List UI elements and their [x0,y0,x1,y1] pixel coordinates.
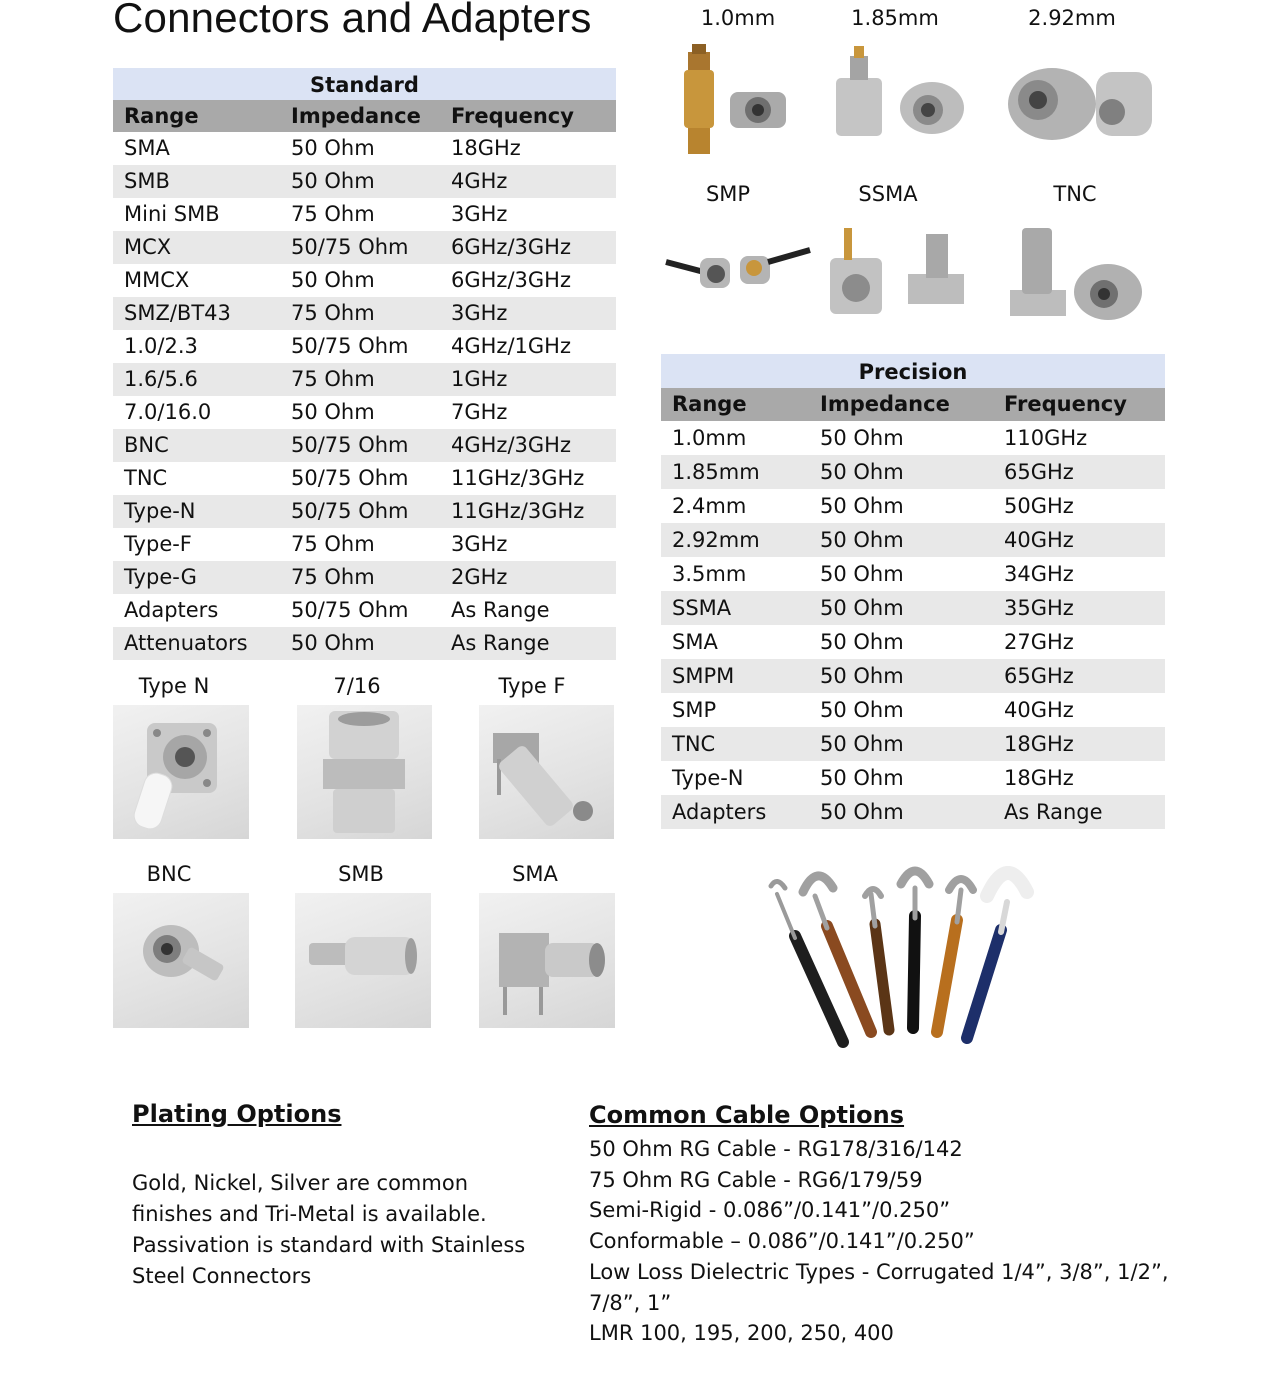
range-cell: TNC [124,466,168,490]
range-cell: SMA [672,630,718,654]
frequency-cell: 65GHz [1004,460,1074,484]
impedance-cell: 50 Ohm [820,630,904,654]
range-cell: SMA [124,136,170,160]
range-cell: 1.6/5.6 [124,367,198,391]
impedance-cell: 50 Ohm [820,562,904,586]
table-row [113,495,616,528]
connector-photo-185mm [828,40,968,165]
frequency-cell: 65GHz [1004,664,1074,688]
range-cell: 7.0/16.0 [124,400,212,424]
connector-photo-smp [664,218,814,338]
list-item: Semi-Rigid - 0.086”/0.141”/0.250” [589,1198,951,1223]
precision-table-title: Precision [661,354,1165,388]
connector-photo-smb [295,893,431,1028]
range-cell: TNC [672,732,716,756]
table-row [661,523,1165,557]
column-header-impedance: Impedance [291,104,421,128]
impedance-cell: 50/75 Ohm [291,235,409,259]
impedance-cell: 50/75 Ohm [291,334,409,358]
precision-table [661,354,1165,829]
torque-wrench-photo [765,866,1055,1056]
photo-caption-bnc: BNC [146,862,192,886]
table-row [113,264,616,297]
impedance-cell: 50/75 Ohm [291,598,409,622]
table-row [113,231,616,264]
plating-options-heading: Plating Options [132,1100,342,1128]
list-item: 7/8”, 1” [589,1290,672,1315]
frequency-cell: As Range [451,598,550,622]
impedance-cell: 50 Ohm [291,268,375,292]
range-cell: SMP [672,698,717,722]
frequency-cell: 3GHz [451,202,508,226]
table-row [661,455,1165,489]
table-row [661,591,1165,625]
column-header-frequency: Frequency [451,104,574,128]
cable-options-heading: Common Cable Options [589,1101,905,1129]
photo-caption-1mm: 1.0mm [700,6,776,30]
table-row [113,297,616,330]
table-row [113,594,616,627]
frequency-cell: 6GHz/3GHz [451,235,571,259]
table-row [113,429,616,462]
impedance-cell: 50 Ohm [291,631,375,655]
frequency-cell: 35GHz [1004,596,1074,620]
impedance-cell: 50/75 Ohm [291,499,409,523]
table-row [113,165,616,198]
standard-table-title: Standard [113,68,616,100]
column-header-frequency: Frequency [1004,392,1127,416]
table-row [113,528,616,561]
frequency-cell: 27GHz [1004,630,1074,654]
range-cell: 1.0mm [672,426,747,450]
connector-photo-type-n [113,705,249,839]
photo-caption-smb: SMB [338,862,384,886]
list-item: Conformable – 0.086”/0.141”/0.250” [589,1229,975,1254]
frequency-cell: 11GHz/3GHz [451,499,585,523]
table-row [113,330,616,363]
impedance-cell: 50 Ohm [291,169,375,193]
connector-photo-ssma [826,218,966,338]
plating-line: Passivation is standard with Stainless [132,1233,526,1257]
range-cell: SMZ/BT43 [124,301,231,325]
impedance-cell: 50 Ohm [291,136,375,160]
frequency-cell: 1GHz [451,367,508,391]
column-header-impedance: Impedance [820,392,950,416]
photo-caption-185mm: 1.85mm [851,6,939,30]
standard-table-body [113,132,616,660]
table-row [661,489,1165,523]
frequency-cell: 6GHz/3GHz [451,268,571,292]
frequency-cell: 7GHz [451,400,508,424]
range-cell: SMB [124,169,170,193]
impedance-cell: 50 Ohm [820,766,904,790]
range-cell: SMPM [672,664,735,688]
photo-caption-7-16: 7/16 [333,674,381,698]
column-header-range: Range [124,104,199,128]
frequency-cell: 4GHz/1GHz [451,334,571,358]
range-cell: SSMA [672,596,732,620]
table-row [661,795,1165,829]
table-row [113,363,616,396]
impedance-cell: 75 Ohm [291,202,375,226]
frequency-cell: 50GHz [1004,494,1074,518]
frequency-cell: As Range [1004,800,1103,824]
range-cell: Adapters [672,800,767,824]
table-row [661,421,1165,455]
frequency-cell: 40GHz [1004,698,1074,722]
impedance-cell: 50 Ohm [820,528,904,552]
plating-line: Gold, Nickel, Silver are common [132,1171,468,1195]
connector-photo-type-f [479,705,614,839]
list-item: 50 Ohm RG Cable - RG178/316/142 [589,1137,963,1161]
connector-photo-1mm [678,40,798,165]
photo-caption-type-n: Type N [138,674,210,698]
table-row [113,396,616,429]
impedance-cell: 50 Ohm [820,494,904,518]
frequency-cell: As Range [451,631,550,655]
frequency-cell: 18GHz [1004,766,1074,790]
impedance-cell: 50/75 Ohm [291,433,409,457]
table-row [113,198,616,231]
range-cell: MCX [124,235,172,259]
impedance-cell: 50/75 Ohm [291,466,409,490]
table-row [113,627,616,660]
precision-table-header [661,388,1165,421]
range-cell: Attenuators [124,631,248,655]
table-row [113,462,616,495]
table-row [661,693,1165,727]
frequency-cell: 110GHz [1004,426,1088,450]
impedance-cell: 50 Ohm [820,698,904,722]
impedance-cell: 75 Ohm [291,367,375,391]
photo-caption-sma: SMA [512,862,558,886]
frequency-cell: 3GHz [451,301,508,325]
range-cell: BNC [124,433,169,457]
table-row [661,625,1165,659]
connector-photo-tnc [1000,218,1150,343]
list-item: 75 Ohm RG Cable - RG6/179/59 [589,1167,923,1192]
connector-photo-sma [479,893,615,1028]
list-item: LMR 100, 195, 200, 250, 400 [589,1321,894,1346]
connector-photo-bnc [113,893,249,1028]
plating-line: Steel Connectors [132,1264,312,1288]
frequency-cell: 4GHz [451,169,508,193]
impedance-cell: 50 Ohm [820,426,904,450]
table-row [113,561,616,594]
impedance-cell: 50 Ohm [820,800,904,824]
standard-table [113,68,616,660]
list-item: Low Loss Dielectric Types - Corrugated 1/4”, 3/8”, 1/2”, [589,1259,1169,1284]
frequency-cell: 18GHz [1004,732,1074,756]
table-row [661,557,1165,591]
table-row [661,727,1165,761]
range-cell: 1.85mm [672,460,760,484]
photo-caption-tnc: TNC [1053,182,1097,206]
frequency-cell: 18GHz [451,136,521,160]
range-cell: 3.5mm [672,562,747,586]
frequency-cell: 2GHz [451,565,508,589]
plating-options-text [132,1168,552,1292]
range-cell: 2.92mm [672,528,760,552]
standard-table-header [113,100,616,132]
frequency-cell: 40GHz [1004,528,1074,552]
range-cell: 1.0/2.3 [124,334,198,358]
column-header-range: Range [672,392,747,416]
cable-options-list [589,1134,1189,1349]
impedance-cell: 50 Ohm [820,664,904,688]
table-row [661,761,1165,795]
impedance-cell: 50 Ohm [820,732,904,756]
impedance-cell: 75 Ohm [291,301,375,325]
impedance-cell: 50 Ohm [291,400,375,424]
page-title: Connectors and Adapters [113,0,592,41]
table-row [661,659,1165,693]
range-cell: Type-G [124,565,197,589]
connector-photo-292mm [1000,42,1160,167]
impedance-cell: 50 Ohm [820,596,904,620]
impedance-cell: 75 Ohm [291,565,375,589]
range-cell: Type-N [124,499,196,523]
impedance-cell: 50 Ohm [820,460,904,484]
range-cell: Type-N [672,766,744,790]
frequency-cell: 4GHz/3GHz [451,433,571,457]
frequency-cell: 11GHz/3GHz [451,466,585,490]
range-cell: Adapters [124,598,219,622]
photo-caption-292mm: 2.92mm [1028,6,1116,30]
photo-caption-ssma: SSMA [858,182,918,206]
precision-table-body [661,421,1165,829]
frequency-cell: 34GHz [1004,562,1074,586]
range-cell: Mini SMB [124,202,220,226]
range-cell: 2.4mm [672,494,747,518]
photo-caption-type-f: Type F [498,674,566,698]
photo-caption-smp: SMP [705,182,751,206]
range-cell: Type-F [124,532,192,556]
plating-line: finishes and Tri-Metal is available. [132,1202,487,1226]
impedance-cell: 75 Ohm [291,532,375,556]
connector-photo-7-16 [297,705,432,839]
frequency-cell: 3GHz [451,532,508,556]
range-cell: MMCX [124,268,190,292]
table-row [113,132,616,165]
